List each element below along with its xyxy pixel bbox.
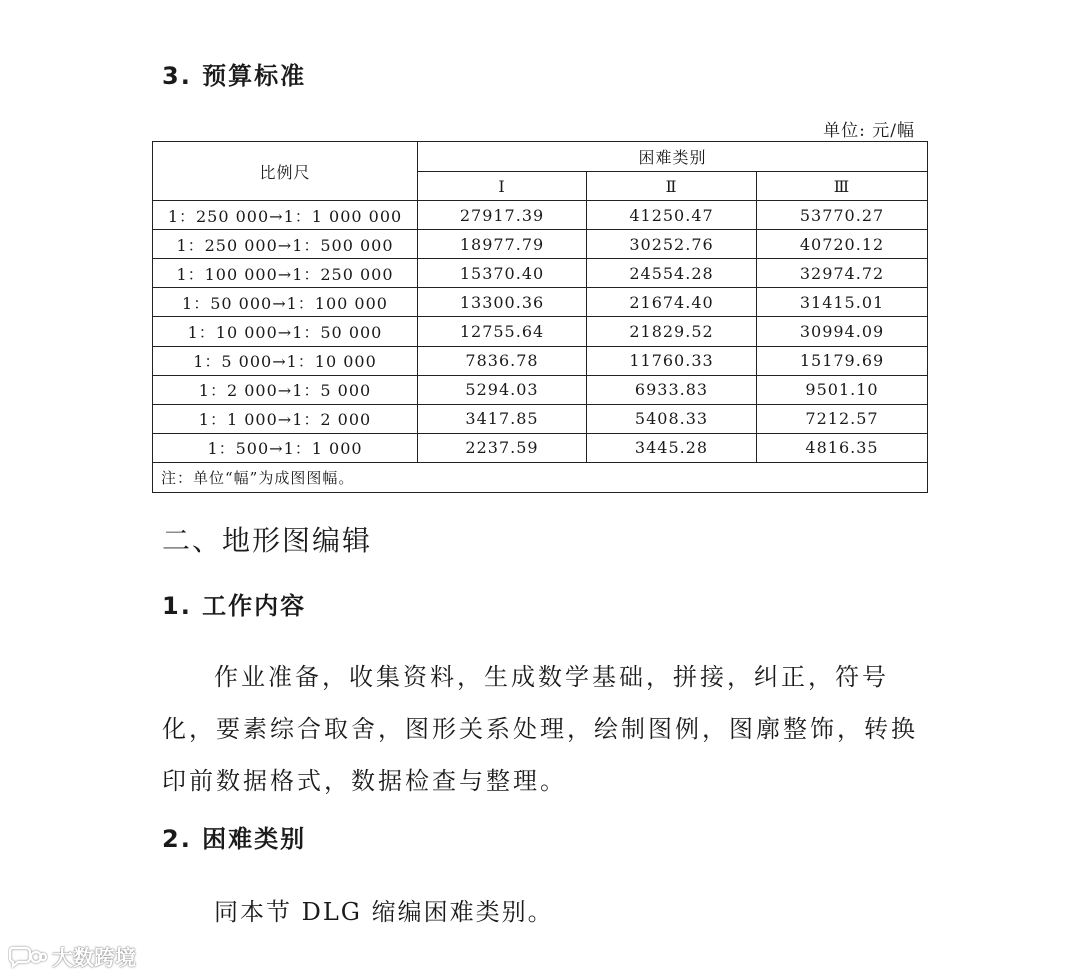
value-cell-level-3: 9501.10 xyxy=(757,375,928,404)
value-cell-level-1: 3417.85 xyxy=(418,404,587,433)
value-cell-level-2: 6933.83 xyxy=(587,375,757,404)
scale-cell: 1：2 000→1：5 000 xyxy=(153,375,418,404)
header-level-3: Ⅲ xyxy=(757,172,928,201)
header-difficulty: 困难类别 xyxy=(418,142,928,172)
value-cell-level-3: 15179.69 xyxy=(757,346,928,375)
value-cell-level-3: 7212.57 xyxy=(757,404,928,433)
value-cell-level-1: 13300.36 xyxy=(418,288,587,317)
value-cell-level-3: 32974.72 xyxy=(757,259,928,288)
value-cell-level-2: 21674.40 xyxy=(587,288,757,317)
table-row xyxy=(153,433,928,462)
header-level-1: Ⅰ xyxy=(418,172,587,201)
watermark xyxy=(8,942,136,972)
header-scale: 比例尺 xyxy=(153,142,418,201)
scale-cell: 1：250 000→1：1 000 000 xyxy=(153,201,418,230)
header-level-2: Ⅱ xyxy=(587,172,757,201)
scale-cell: 1：50 000→1：100 000 xyxy=(153,288,418,317)
value-cell-level-3: 4816.35 xyxy=(757,433,928,462)
table-row xyxy=(153,317,928,346)
budget-table xyxy=(152,141,928,493)
watermark-text: 大数跨境 xyxy=(52,946,136,970)
value-cell-level-1: 7836.78 xyxy=(418,346,587,375)
table-row xyxy=(153,346,928,375)
value-cell-level-2: 30252.76 xyxy=(587,230,757,259)
value-cell-level-1: 5294.03 xyxy=(418,375,587,404)
value-cell-level-3: 30994.09 xyxy=(757,317,928,346)
scale-cell: 1：100 000→1：250 000 xyxy=(153,259,418,288)
value-cell-level-1: 18977.79 xyxy=(418,230,587,259)
table-row xyxy=(153,288,928,317)
table-row xyxy=(153,259,928,288)
table-row xyxy=(153,404,928,433)
chat-bubble-logo-icon xyxy=(8,944,48,970)
section-title-budget: 3. 预算标准 xyxy=(162,62,307,90)
work-content-paragraph: 作业准备，收集资料，生成数学基础，拼接，纠正，符号化，要素综合取舍，图形关系处理，绘制图例，图廓整饰，转换印前数据格式，数据检查与整理。 xyxy=(162,663,918,795)
scale-cell: 1：250 000→1：500 000 xyxy=(153,230,418,259)
scale-cell: 1：1 000→1：2 000 xyxy=(153,404,418,433)
value-cell-level-1: 2237.59 xyxy=(418,433,587,462)
section-title-map-editing: 二、地形图编辑 xyxy=(162,524,373,557)
scale-cell: 1：10 000→1：50 000 xyxy=(153,317,418,346)
value-cell-level-2: 11760.33 xyxy=(587,346,757,375)
difficulty-paragraph: 同本节 DLG 缩编困难类别。 xyxy=(214,898,554,926)
value-cell-level-1: 27917.39 xyxy=(418,201,587,230)
value-cell-level-3: 53770.27 xyxy=(757,201,928,230)
scale-cell: 1：500→1：1 000 xyxy=(153,433,418,462)
table-note: 注：单位“幅”为成图图幅。 xyxy=(153,463,928,493)
value-cell-level-1: 15370.40 xyxy=(418,259,587,288)
value-cell-level-2: 21829.52 xyxy=(587,317,757,346)
table-row xyxy=(153,201,928,230)
value-cell-level-2: 3445.28 xyxy=(587,433,757,462)
value-cell-level-1: 12755.64 xyxy=(418,317,587,346)
value-cell-level-2: 5408.33 xyxy=(587,404,757,433)
table-row xyxy=(153,375,928,404)
scale-cell: 1：5 000→1：10 000 xyxy=(153,346,418,375)
value-cell-level-3: 31415.01 xyxy=(757,288,928,317)
section-title-work-content: 1. 工作内容 xyxy=(162,592,307,620)
section-title-difficulty: 2. 困难类别 xyxy=(162,825,307,853)
value-cell-level-3: 40720.12 xyxy=(757,230,928,259)
table-row xyxy=(153,230,928,259)
value-cell-level-2: 24554.28 xyxy=(587,259,757,288)
value-cell-level-2: 41250.47 xyxy=(587,201,757,230)
unit-label: 单位: 元/幅 xyxy=(823,121,915,141)
